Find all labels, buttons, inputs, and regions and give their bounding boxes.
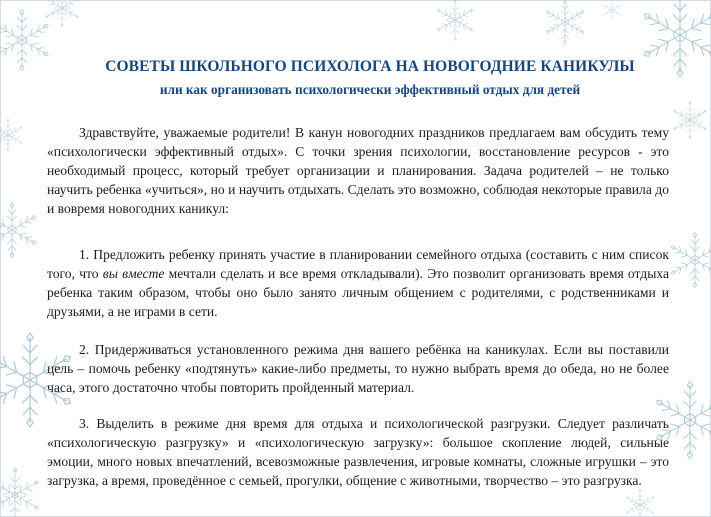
tip-3-paragraph: 3. Выделить в режиме дня время для отдыха и психологической разгрузки. Следует различать «психологическую разгрузку» и «психологическую загрузку»: большое скопление людей, сильные эмоции, много новых впечатлений, всевозможные развлечения, игровые комнаты, сложные игрушки – это загрузка, а время, проведённое с семьей, прогулки, общение с животными, творчество – это разгрузка.: [47, 416, 669, 488]
page-title: СОВЕТЫ ШКОЛЬНОГО ПСИХОЛОГА НА НОВОГОДНИЕ КАНИКУЛЫ: [105, 58, 635, 75]
tip-1-text-end: мечтали сделать и все время откладывали). Это позволит организовать время отдыха ребенка таким образом, чтобы оно было занято личным общением с родителями, с родственниками и друзьями, а не играми в сети.: [47, 266, 670, 319]
tip-1-text-start: 1. Предложить ребенку принять участие в планировании семейного отдыха (составить с ним список того, что: [47, 247, 669, 281]
tip-1-paragraph: [47, 245, 669, 321]
intro-paragraph: Здравствуйте, уважаемые родители! В канун новогодних праздников предлагаем вам обсудить тему «психологически эффективный отдых». С точки зрения психологии, восстановление ресурсов - это необходимый процесс, который требует организации и планирования. Задача родителей – не только научить ребенка «учиться», но и научить отдыхать. Сделать это возможно, соблюдая некоторые правила до и вовремя новогодних каникул:: [47, 125, 669, 216]
tip-1-emphasis: вы вместе: [102, 266, 165, 281]
tip-2-paragraph: 2. Придерживаться установленного режима дня вашего ребёнка на каникулах. Если вы поставили цель – помочь ребенку «подтянуть» какие-либо предметы, то нужно выбрать время до обеда, но не более часа, этого достаточно чтобы повторить пройденный материал.: [47, 342, 669, 395]
page-subtitle: или как организовать психологически эффективный отдых для детей: [159, 82, 581, 97]
